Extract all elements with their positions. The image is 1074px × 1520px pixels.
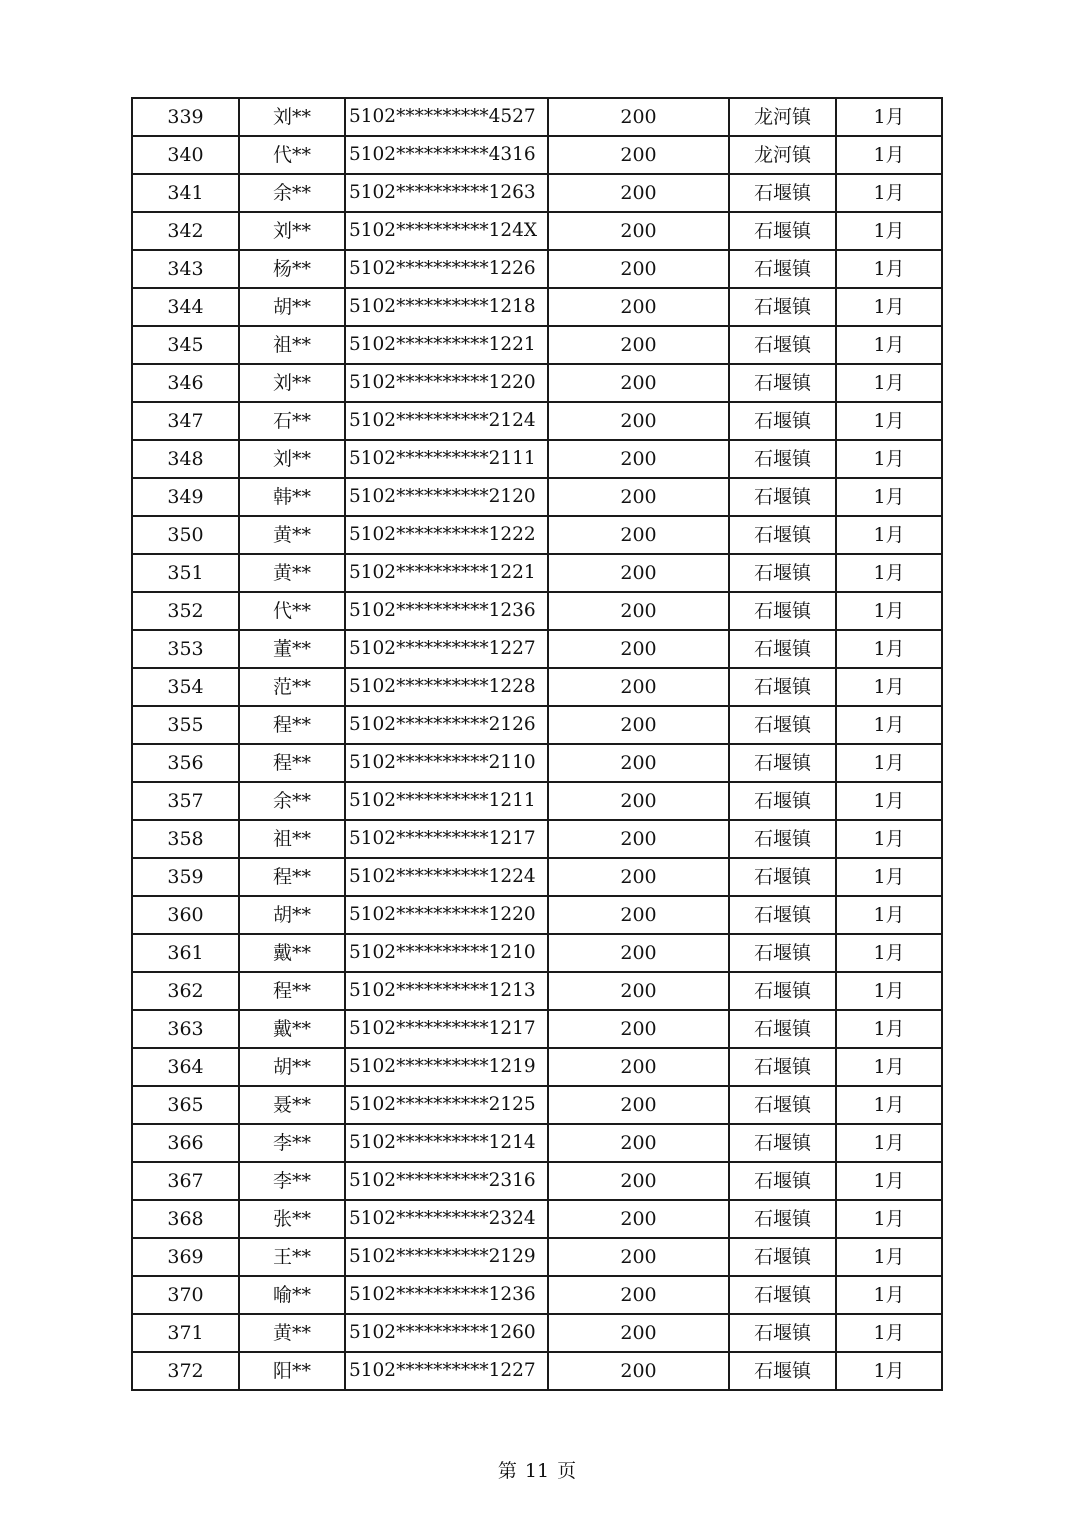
- name-cell: 戴**: [239, 934, 345, 972]
- table-row: [132, 1238, 942, 1276]
- name-cell: 刘**: [239, 98, 345, 136]
- seq-cell: 362: [132, 972, 239, 1010]
- id-number-cell: 5102**********2120: [345, 478, 548, 516]
- table-row: [132, 972, 942, 1010]
- amount-cell: 200: [548, 402, 729, 440]
- month-cell: 1月: [836, 1048, 942, 1086]
- id-number-cell: 5102**********124X: [345, 212, 548, 250]
- table-row: [132, 782, 942, 820]
- name-cell: 祖**: [239, 326, 345, 364]
- amount-cell: 200: [548, 592, 729, 630]
- town-cell: 石堰镇: [729, 174, 836, 212]
- amount-cell: 200: [548, 1010, 729, 1048]
- id-number-cell: 5102**********1211: [345, 782, 548, 820]
- seq-cell: 368: [132, 1200, 239, 1238]
- name-cell: 余**: [239, 782, 345, 820]
- amount-cell: 200: [548, 858, 729, 896]
- month-cell: 1月: [836, 1352, 942, 1390]
- name-cell: 张**: [239, 1200, 345, 1238]
- seq-cell: 343: [132, 250, 239, 288]
- id-number-cell: 5102**********1224: [345, 858, 548, 896]
- month-cell: 1月: [836, 136, 942, 174]
- town-cell: 石堰镇: [729, 1010, 836, 1048]
- table-row: [132, 896, 942, 934]
- town-cell: 石堰镇: [729, 1162, 836, 1200]
- town-cell: 石堰镇: [729, 1048, 836, 1086]
- id-number-cell: 5102**********1222: [345, 516, 548, 554]
- town-cell: 石堰镇: [729, 630, 836, 668]
- id-number-cell: 5102**********1228: [345, 668, 548, 706]
- seq-cell: 348: [132, 440, 239, 478]
- name-cell: 石**: [239, 402, 345, 440]
- month-cell: 1月: [836, 212, 942, 250]
- town-cell: 石堰镇: [729, 440, 836, 478]
- amount-cell: 200: [548, 212, 729, 250]
- table-row: [132, 402, 942, 440]
- seq-cell: 364: [132, 1048, 239, 1086]
- name-cell: 程**: [239, 706, 345, 744]
- amount-cell: 200: [548, 98, 729, 136]
- town-cell: 龙河镇: [729, 136, 836, 174]
- month-cell: 1月: [836, 820, 942, 858]
- month-cell: 1月: [836, 326, 942, 364]
- name-cell: 刘**: [239, 440, 345, 478]
- name-cell: 阳**: [239, 1352, 345, 1390]
- town-cell: 石堰镇: [729, 592, 836, 630]
- month-cell: 1月: [836, 896, 942, 934]
- table-row: [132, 1048, 942, 1086]
- table-row: [132, 592, 942, 630]
- name-cell: 程**: [239, 858, 345, 896]
- id-number-cell: 5102**********2126: [345, 706, 548, 744]
- id-number-cell: 5102**********4527: [345, 98, 548, 136]
- amount-cell: 200: [548, 554, 729, 592]
- seq-cell: 363: [132, 1010, 239, 1048]
- month-cell: 1月: [836, 1086, 942, 1124]
- seq-cell: 340: [132, 136, 239, 174]
- month-cell: 1月: [836, 1010, 942, 1048]
- month-cell: 1月: [836, 98, 942, 136]
- month-cell: 1月: [836, 554, 942, 592]
- table-row: [132, 934, 942, 972]
- seq-cell: 351: [132, 554, 239, 592]
- town-cell: 石堰镇: [729, 820, 836, 858]
- month-cell: 1月: [836, 972, 942, 1010]
- table-row: [132, 630, 942, 668]
- id-number-cell: 5102**********1226: [345, 250, 548, 288]
- amount-cell: 200: [548, 1086, 729, 1124]
- table-row: [132, 1314, 942, 1352]
- town-cell: 石堰镇: [729, 554, 836, 592]
- name-cell: 杨**: [239, 250, 345, 288]
- town-cell: 石堰镇: [729, 744, 836, 782]
- name-cell: 李**: [239, 1162, 345, 1200]
- name-cell: 董**: [239, 630, 345, 668]
- month-cell: 1月: [836, 782, 942, 820]
- month-cell: 1月: [836, 1162, 942, 1200]
- month-cell: 1月: [836, 858, 942, 896]
- seq-cell: 352: [132, 592, 239, 630]
- seq-cell: 350: [132, 516, 239, 554]
- seq-cell: 371: [132, 1314, 239, 1352]
- name-cell: 代**: [239, 136, 345, 174]
- seq-cell: 356: [132, 744, 239, 782]
- seq-cell: 369: [132, 1238, 239, 1276]
- name-cell: 聂**: [239, 1086, 345, 1124]
- month-cell: 1月: [836, 744, 942, 782]
- record-table: [131, 97, 943, 1391]
- amount-cell: 200: [548, 972, 729, 1010]
- id-number-cell: 5102**********1214: [345, 1124, 548, 1162]
- table-row: [132, 1124, 942, 1162]
- seq-cell: 372: [132, 1352, 239, 1390]
- table-row: [132, 364, 942, 402]
- amount-cell: 200: [548, 1200, 729, 1238]
- seq-cell: 358: [132, 820, 239, 858]
- town-cell: 石堰镇: [729, 706, 836, 744]
- table-row: [132, 706, 942, 744]
- month-cell: 1月: [836, 1238, 942, 1276]
- town-cell: 石堰镇: [729, 250, 836, 288]
- month-cell: 1月: [836, 706, 942, 744]
- name-cell: 黄**: [239, 1314, 345, 1352]
- town-cell: 石堰镇: [729, 402, 836, 440]
- page-footer: [0, 1456, 1074, 1483]
- table-row: [132, 1162, 942, 1200]
- amount-cell: 200: [548, 1124, 729, 1162]
- month-cell: 1月: [836, 1276, 942, 1314]
- month-cell: 1月: [836, 288, 942, 326]
- town-cell: 石堰镇: [729, 934, 836, 972]
- town-cell: 石堰镇: [729, 364, 836, 402]
- name-cell: 代**: [239, 592, 345, 630]
- id-number-cell: 5102**********1260: [345, 1314, 548, 1352]
- amount-cell: 200: [548, 440, 729, 478]
- id-number-cell: 5102**********1219: [345, 1048, 548, 1086]
- seq-cell: 344: [132, 288, 239, 326]
- id-number-cell: 5102**********1221: [345, 326, 548, 364]
- table-row: [132, 1276, 942, 1314]
- name-cell: 戴**: [239, 1010, 345, 1048]
- table-row: [132, 326, 942, 364]
- month-cell: 1月: [836, 478, 942, 516]
- table-row: [132, 212, 942, 250]
- id-number-cell: 5102**********1220: [345, 896, 548, 934]
- seq-cell: 370: [132, 1276, 239, 1314]
- id-number-cell: 5102**********1227: [345, 630, 548, 668]
- id-number-cell: 5102**********1227: [345, 1352, 548, 1390]
- table-row: [132, 174, 942, 212]
- seq-cell: 365: [132, 1086, 239, 1124]
- town-cell: 石堰镇: [729, 668, 836, 706]
- table-row: [132, 744, 942, 782]
- amount-cell: 200: [548, 174, 729, 212]
- seq-cell: 339: [132, 98, 239, 136]
- amount-cell: 200: [548, 1276, 729, 1314]
- name-cell: 黄**: [239, 516, 345, 554]
- id-number-cell: 5102**********2316: [345, 1162, 548, 1200]
- amount-cell: 200: [548, 820, 729, 858]
- town-cell: 石堰镇: [729, 896, 836, 934]
- id-number-cell: 5102**********1236: [345, 1276, 548, 1314]
- table-row: [132, 554, 942, 592]
- name-cell: 胡**: [239, 288, 345, 326]
- seq-cell: 360: [132, 896, 239, 934]
- amount-cell: 200: [548, 896, 729, 934]
- id-number-cell: 5102**********1220: [345, 364, 548, 402]
- month-cell: 1月: [836, 1200, 942, 1238]
- record-table-body: [132, 98, 942, 1390]
- seq-cell: 345: [132, 326, 239, 364]
- town-cell: 石堰镇: [729, 1238, 836, 1276]
- page-number-prefix: 第: [497, 1460, 517, 1482]
- town-cell: 石堰镇: [729, 1086, 836, 1124]
- seq-cell: 346: [132, 364, 239, 402]
- table-row: [132, 440, 942, 478]
- seq-cell: 367: [132, 1162, 239, 1200]
- id-number-cell: 5102**********1210: [345, 934, 548, 972]
- amount-cell: 200: [548, 1352, 729, 1390]
- name-cell: 程**: [239, 744, 345, 782]
- table-row: [132, 1200, 942, 1238]
- town-cell: 石堰镇: [729, 326, 836, 364]
- town-cell: 石堰镇: [729, 1276, 836, 1314]
- id-number-cell: 5102**********1263: [345, 174, 548, 212]
- month-cell: 1月: [836, 250, 942, 288]
- amount-cell: 200: [548, 706, 729, 744]
- id-number-cell: 5102**********2110: [345, 744, 548, 782]
- seq-cell: 355: [132, 706, 239, 744]
- amount-cell: 200: [548, 516, 729, 554]
- table-row: [132, 820, 942, 858]
- id-number-cell: 5102**********2124: [345, 402, 548, 440]
- table-row: [132, 516, 942, 554]
- seq-cell: 342: [132, 212, 239, 250]
- amount-cell: 200: [548, 744, 729, 782]
- amount-cell: 200: [548, 250, 729, 288]
- name-cell: 胡**: [239, 1048, 345, 1086]
- table-row: [132, 478, 942, 516]
- seq-cell: 341: [132, 174, 239, 212]
- table-row: [132, 136, 942, 174]
- id-number-cell: 5102**********4316: [345, 136, 548, 174]
- id-number-cell: 5102**********2125: [345, 1086, 548, 1124]
- id-number-cell: 5102**********2324: [345, 1200, 548, 1238]
- amount-cell: 200: [548, 288, 729, 326]
- name-cell: 刘**: [239, 364, 345, 402]
- amount-cell: 200: [548, 136, 729, 174]
- town-cell: 石堰镇: [729, 1200, 836, 1238]
- amount-cell: 200: [548, 478, 729, 516]
- amount-cell: 200: [548, 1048, 729, 1086]
- seq-cell: 347: [132, 402, 239, 440]
- town-cell: 石堰镇: [729, 1352, 836, 1390]
- name-cell: 李**: [239, 1124, 345, 1162]
- name-cell: 韩**: [239, 478, 345, 516]
- town-cell: 石堰镇: [729, 288, 836, 326]
- table-row: [132, 98, 942, 136]
- amount-cell: 200: [548, 326, 729, 364]
- town-cell: 石堰镇: [729, 972, 836, 1010]
- seq-cell: 354: [132, 668, 239, 706]
- table-row: [132, 858, 942, 896]
- id-number-cell: 5102**********1213: [345, 972, 548, 1010]
- id-number-cell: 5102**********2111: [345, 440, 548, 478]
- name-cell: 胡**: [239, 896, 345, 934]
- town-cell: 石堰镇: [729, 1314, 836, 1352]
- name-cell: 祖**: [239, 820, 345, 858]
- table-row: [132, 288, 942, 326]
- month-cell: 1月: [836, 668, 942, 706]
- month-cell: 1月: [836, 592, 942, 630]
- page-number: 11: [524, 1460, 550, 1482]
- name-cell: 黄**: [239, 554, 345, 592]
- town-cell: 石堰镇: [729, 478, 836, 516]
- id-number-cell: 5102**********1218: [345, 288, 548, 326]
- amount-cell: 200: [548, 630, 729, 668]
- table-row: [132, 1086, 942, 1124]
- seq-cell: 366: [132, 1124, 239, 1162]
- town-cell: 石堰镇: [729, 516, 836, 554]
- table-row: [132, 250, 942, 288]
- id-number-cell: 5102**********1217: [345, 1010, 548, 1048]
- amount-cell: 200: [548, 1314, 729, 1352]
- table-row: [132, 1010, 942, 1048]
- seq-cell: 361: [132, 934, 239, 972]
- id-number-cell: 5102**********2129: [345, 1238, 548, 1276]
- amount-cell: 200: [548, 934, 729, 972]
- seq-cell: 357: [132, 782, 239, 820]
- table-row: [132, 1352, 942, 1390]
- month-cell: 1月: [836, 516, 942, 554]
- name-cell: 程**: [239, 972, 345, 1010]
- month-cell: 1月: [836, 364, 942, 402]
- id-number-cell: 5102**********1217: [345, 820, 548, 858]
- town-cell: 石堰镇: [729, 858, 836, 896]
- amount-cell: 200: [548, 1238, 729, 1276]
- name-cell: 王**: [239, 1238, 345, 1276]
- amount-cell: 200: [548, 782, 729, 820]
- table-row: [132, 668, 942, 706]
- page-number-suffix: 页: [557, 1460, 577, 1482]
- amount-cell: 200: [548, 1162, 729, 1200]
- seq-cell: 359: [132, 858, 239, 896]
- name-cell: 余**: [239, 174, 345, 212]
- amount-cell: 200: [548, 668, 729, 706]
- seq-cell: 349: [132, 478, 239, 516]
- name-cell: 刘**: [239, 212, 345, 250]
- name-cell: 喻**: [239, 1276, 345, 1314]
- month-cell: 1月: [836, 440, 942, 478]
- name-cell: 范**: [239, 668, 345, 706]
- amount-cell: 200: [548, 364, 729, 402]
- town-cell: 石堰镇: [729, 212, 836, 250]
- month-cell: 1月: [836, 402, 942, 440]
- month-cell: 1月: [836, 934, 942, 972]
- month-cell: 1月: [836, 174, 942, 212]
- seq-cell: 353: [132, 630, 239, 668]
- id-number-cell: 5102**********1221: [345, 554, 548, 592]
- month-cell: 1月: [836, 1124, 942, 1162]
- town-cell: 龙河镇: [729, 98, 836, 136]
- month-cell: 1月: [836, 1314, 942, 1352]
- id-number-cell: 5102**********1236: [345, 592, 548, 630]
- town-cell: 石堰镇: [729, 1124, 836, 1162]
- month-cell: 1月: [836, 630, 942, 668]
- town-cell: 石堰镇: [729, 782, 836, 820]
